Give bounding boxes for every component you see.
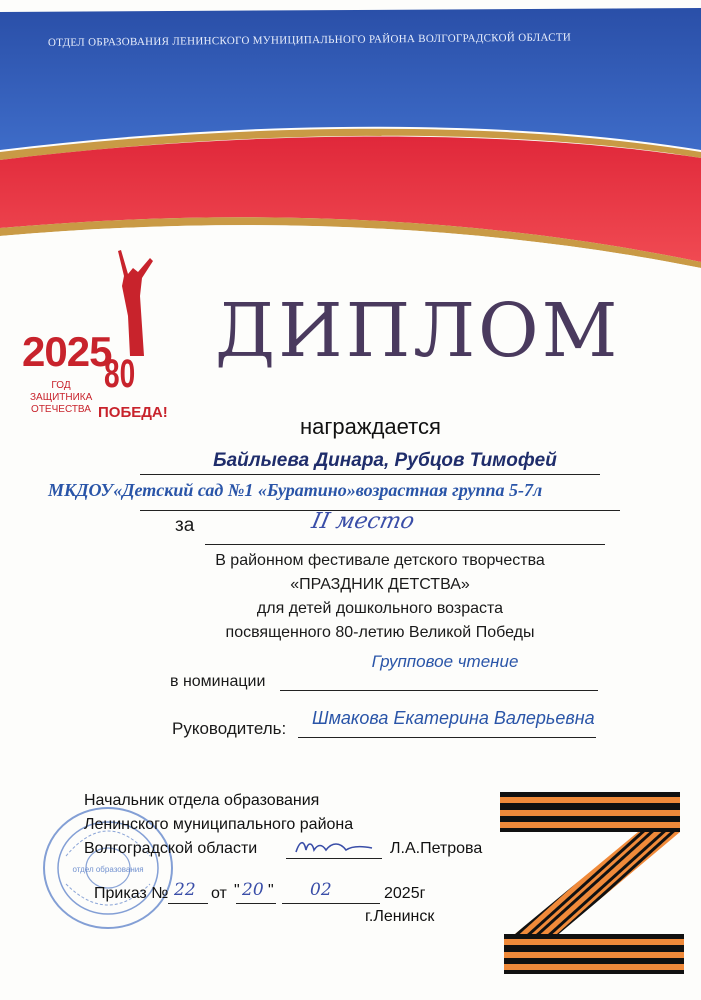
order-month-underline xyxy=(282,903,380,904)
logo-80: 80 xyxy=(104,352,136,396)
event-line-1: В районном фестивале детского творчества xyxy=(215,552,545,569)
names-underline xyxy=(140,474,600,475)
stamp-text: отдел образования xyxy=(72,865,144,874)
nomination-value: Групповое чтение xyxy=(371,652,519,671)
handwritten-signature xyxy=(290,836,378,858)
signature-line-2: Ленинского муниципального района xyxy=(84,816,354,833)
order-day-underline xyxy=(236,903,276,904)
leader-value: Шмакова Екатерина Валерьевна xyxy=(312,708,595,728)
logo-subtitle: ГОД ЗАЩИТНИКА ОТЕЧЕСТВА xyxy=(30,380,93,415)
leader-underline xyxy=(298,737,596,738)
awardee-names: Байлыева Динара, Рубцов Тимофей xyxy=(213,450,557,471)
awarded-label: награждается xyxy=(300,414,441,439)
st-george-ribbon-z-icon xyxy=(498,788,688,978)
order-year: 2025г xyxy=(384,885,426,902)
order-prefix: Приказ № xyxy=(94,885,169,902)
event-line-3: для детей дошкольного возраста xyxy=(256,600,504,617)
event-line-2: «ПРАЗДНИК ДЕТСТВА» xyxy=(290,576,470,593)
order-city: г.Ленинск xyxy=(365,908,435,925)
order-day: 20 xyxy=(242,880,264,900)
nomination-label: в номинации xyxy=(170,673,266,690)
place-handwritten: II место xyxy=(309,509,417,534)
for-label: за xyxy=(175,515,195,536)
leader-label: Руководитель: xyxy=(172,719,287,738)
header-org-line: ОТДЕЛ ОБРАЗОВАНИЯ ЛЕНИНСКОГО МУНИЦИПАЛЬНОГО РАЙОНА ВОЛГОГРАДСКОЙ ОБЛАСТИ xyxy=(47,31,572,49)
page-title: ДИПЛОМ xyxy=(215,288,621,374)
place-underline xyxy=(205,544,605,545)
signature-underline xyxy=(286,858,382,859)
motherland-statue-icon xyxy=(108,246,158,356)
signer-name: Л.А.Петрова xyxy=(390,840,483,857)
event-line-4: посвященного 80-летию Великой Победы xyxy=(225,624,535,641)
logo-year: 2025 xyxy=(22,328,112,375)
signature-line-1: Начальник отдела образования xyxy=(84,792,320,809)
order-number: 22 xyxy=(174,880,196,900)
order-number-underline xyxy=(168,903,208,904)
nomination-underline xyxy=(280,690,598,691)
awardee-organization: МКДОУ«Детский сад №1 «Буратино»возрастная группа 5-7л xyxy=(48,480,543,500)
order-from-label: от xyxy=(211,885,227,902)
order-month: 02 xyxy=(310,880,332,900)
logo-victory: ПОБЕДА! xyxy=(98,404,168,421)
signature-line-3: Волгоградской области xyxy=(84,840,258,857)
